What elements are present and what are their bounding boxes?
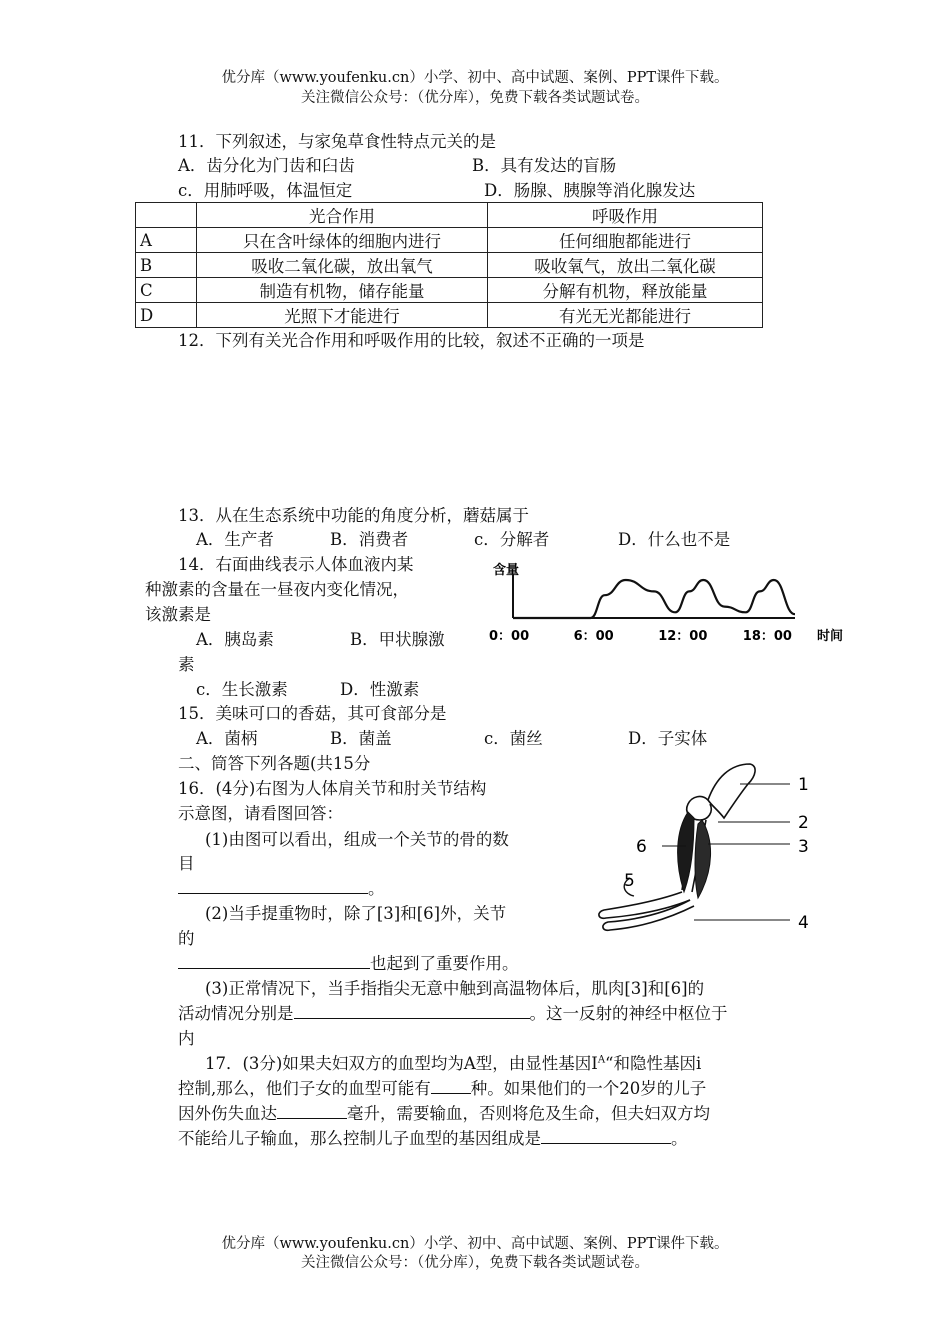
- q15-option-c: c．菌丝: [484, 729, 543, 748]
- header-line-2: 关注微信公众号：（优分库），免费下载各类试题试卷。: [301, 90, 649, 106]
- q16-part-2-end: 也起到了重要作用。: [370, 954, 519, 973]
- q17-line-1-post: “和隐性基因i: [605, 1054, 702, 1073]
- chart-x-tick-label: 18：00: [742, 629, 792, 644]
- q13-option-c: c．分解者: [474, 530, 550, 549]
- q14-option-b-continued: 素: [178, 655, 195, 674]
- q16-line-2: 示意图，请看图回答：: [178, 804, 343, 823]
- q14-line-2: 种激素的含量在一昼夜内变化情况，: [145, 580, 409, 599]
- q14-option-c: c．生长激素: [196, 680, 288, 699]
- q16-part-2-cont: 的: [178, 929, 195, 948]
- table-header-cell: 呼吸作用: [488, 203, 763, 228]
- table-cell: 光照下才能进行: [197, 303, 488, 328]
- chart-x-tick-label: 6：00: [573, 629, 614, 644]
- table-row: [136, 228, 763, 253]
- q16-part-3-line-2: [178, 1000, 728, 1024]
- label-2: 2: [798, 813, 809, 833]
- q15-option-a: A．菌柄: [196, 729, 258, 748]
- q13-option-b: B．消费者: [330, 530, 409, 549]
- label-3: 3: [798, 837, 809, 857]
- table-cell: 制造有机物，储存能量: [197, 278, 488, 303]
- table-cell: A: [136, 228, 197, 253]
- q14-option-b: B．甲状腺激: [350, 630, 445, 649]
- q16-part-2: (2)当手提重物时，除了[3]和[6]外，关节: [205, 904, 507, 923]
- q17-line-4-post: 。: [671, 1129, 688, 1148]
- q17-line-3: [178, 1100, 710, 1124]
- q16-part-1-cont: 目: [178, 854, 195, 873]
- q13-stem: 13．从在生态系统中功能的角度分析，蘑菇属于: [178, 506, 529, 525]
- q17-line-1-pre: 17．(3分)如果夫妇双方的血型均为A型，由显性基因I: [205, 1054, 598, 1073]
- table-cell: 任何细胞都能进行: [488, 228, 763, 253]
- q17-superscript: A: [597, 1054, 606, 1066]
- label-1: 1: [798, 775, 809, 795]
- q12-stem: 12．下列有关光合作用和呼吸作用的比较，叙述不正确的一项是: [178, 331, 645, 350]
- q15-option-d: D．子实体: [628, 729, 708, 748]
- q13-option-a: A．生产者: [196, 530, 274, 549]
- q13-option-d: D．什么也不是: [618, 530, 731, 549]
- q11-option-b: B．具有发达的盲肠: [472, 156, 617, 175]
- q15-stem: 15．美味可口的香菇，其可食部分是: [178, 704, 447, 723]
- q14-option-d: D．性激素: [340, 680, 420, 699]
- chart-x-label: 时间: [817, 629, 844, 644]
- q16-line-1: 16．(4分)右图为人体肩关节和肘关节结构: [178, 779, 487, 798]
- answer-blank[interactable]: [431, 1077, 471, 1094]
- table-cell: 吸收二氧化碳，放出氧气: [197, 253, 488, 278]
- table-cell: C: [136, 278, 197, 303]
- table-cell: 有光无光都能进行: [488, 303, 763, 328]
- label-4: 4: [798, 913, 809, 933]
- table-cell: 吸收氧气，放出二氧化碳: [488, 253, 763, 278]
- q16-part-3: (3)正常情况下，当手指指尖无意中触到高温物体后，肌肉[3]和[6]的: [205, 979, 705, 998]
- label-5: 5: [624, 871, 635, 891]
- q11-stem: 11．下列叙述，与家兔草食性特点元关的是: [178, 132, 496, 151]
- table-header-cell: 光合作用: [197, 203, 488, 228]
- q17-line-4-pre: 不能给儿子输血，那么控制儿子血型的基因组成是: [178, 1129, 541, 1148]
- q14-option-a: A．胰岛素: [196, 630, 274, 649]
- q16-part-2-answer-line: [178, 950, 519, 974]
- table-row: [136, 278, 763, 303]
- chart-series-line: [513, 580, 795, 618]
- q16-part-3-pre: 活动情况分别是: [178, 1004, 294, 1023]
- q11-option-a: A．齿分化为门齿和臼齿: [178, 156, 355, 175]
- q16-part-3-post: 。这一反射的神经中枢位于: [529, 1004, 728, 1023]
- section-2-title: 二、筒答下列各题(共15分: [178, 754, 371, 773]
- q17-line-1: [205, 1050, 701, 1074]
- answer-blank[interactable]: [541, 1127, 671, 1144]
- table-cell: B: [136, 253, 197, 278]
- footer-line-2: 关注微信公众号：（优分库），免费下载各类试题试卷。: [301, 1255, 649, 1271]
- q17-line-2-post: 种。如果他们的一个20岁的儿子: [470, 1079, 707, 1098]
- q17-line-3-post: 毫升，需要输血，否则将危及生命，但夫妇双方均: [347, 1104, 710, 1123]
- muscle-6: [678, 812, 694, 892]
- header-line-1: 优分库（www.youfenku.cn）小学、初中、高中试题、案例、PPT课件下载。: [221, 70, 729, 86]
- answer-blank[interactable]: [178, 952, 370, 969]
- q17-line-4: [178, 1125, 688, 1149]
- q15-option-b: B．菌盖: [330, 729, 392, 748]
- forearm-bone-2: [603, 900, 694, 930]
- table-header-cell: [136, 203, 197, 228]
- comparison-table: [135, 202, 763, 328]
- q17-line-2: [178, 1075, 706, 1099]
- table-row: [136, 253, 763, 278]
- q16-part-1: (1)由图可以看出，组成一个关节的骨的数: [205, 830, 509, 849]
- label-6: 6: [636, 837, 647, 857]
- footer-line-1: 优分库（www.youfenku.cn）小学、初中、高中试题、案例、PPT课件下载。: [221, 1236, 729, 1252]
- q16-part-3-line-3: 内: [178, 1029, 195, 1048]
- q11-option-c: c．用肺呼吸，体温恒定: [178, 181, 353, 200]
- joint-figure: [590, 760, 820, 940]
- table-row: [136, 303, 763, 328]
- table-cell: 只在含叶绿体的细胞内进行: [197, 228, 488, 253]
- table-header-row: [136, 203, 763, 228]
- answer-blank[interactable]: [294, 1002, 530, 1019]
- answer-blank[interactable]: [178, 877, 368, 894]
- chart-y-label: 含量: [493, 563, 520, 578]
- q14-line-1: 14．右面曲线表示人体血液内某: [178, 555, 414, 574]
- table-cell: D: [136, 303, 197, 328]
- scapula-bone: [708, 764, 755, 818]
- hormone-chart: [485, 560, 865, 650]
- q17-line-2-pre: 控制,那么，他们子女的血型可能有: [178, 1079, 431, 1098]
- q16-part-1-end: 。: [368, 879, 385, 898]
- q11-option-d: D．肠腺、胰腺等消化腺发达: [484, 181, 696, 200]
- q14-line-3: 该激素是: [145, 605, 211, 624]
- q16-part-1-answer-line: [178, 875, 385, 899]
- chart-x-tick-label: 12：00: [658, 629, 708, 644]
- muscle-3: [695, 820, 711, 898]
- answer-blank[interactable]: [277, 1102, 347, 1119]
- chart-x-tick-label: 0：00: [489, 629, 530, 644]
- q17-line-3-pre: 因外伤失血达: [178, 1104, 277, 1123]
- table-cell: 分解有机物，释放能量: [488, 278, 763, 303]
